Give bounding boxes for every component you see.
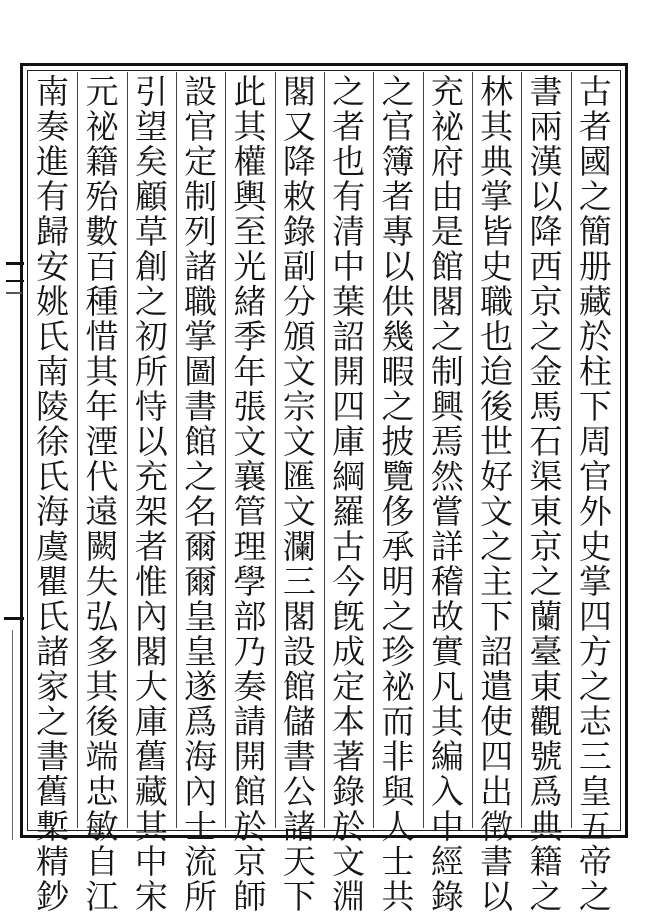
text-column-10: 引 望 矣 顧 草 創 之 初 所 恃 以 充 架 者 惟 內 閣 大 庫 舊 藏 其 中 宋 bbox=[134, 72, 168, 916]
column-divider bbox=[571, 72, 572, 828]
text-column-7: 閣 又 降 敕 錄 副 分 頒 文 宗 文 匯 文 瀾 三 閣 設 館 儲 書 公 諸 天 下 bbox=[282, 72, 316, 916]
text-column-9: 設 官 定 制 列 諸 職 掌 圖 書 館 之 名 爾 爾 皇 皇 遂 爲 海 內 士 流 所 bbox=[184, 72, 218, 916]
text-column-4: 充 祕 府 由 是 館 閣 之 制 興 焉 然 嘗 詳 稽 故 實 凡 其 編 入 中 經 錄 bbox=[430, 72, 464, 916]
text-column-6: 之 者 也 有 清 中 葉 詔 開 四 庫 綱 羅 古 今 旣 成 定 本 著 錄 於 文 淵 bbox=[332, 72, 366, 916]
text-column-5: 之 官 簿 者 專 以 供 幾 暇 之 披 覽 侈 承 明 之 珍 祕 而 非 與 人 士 共 bbox=[381, 72, 415, 916]
text-column-8: 此 其 權 輿 至 光 緒 季 年 張 文 襄 管 理 學 部 乃 奏 請 開 館 於 京 師 bbox=[233, 72, 267, 916]
text-column-1: 古 者 國 之 簡 册 藏 於 柱 下 周 官 外 史 掌 四 方 之 志 三 皇 五 帝 之 bbox=[578, 72, 612, 916]
text-column-3: 林 其 典 掌 皆 史 職 也 迨 後 世 好 文 之 主 下 詔 遣 使 四 出 徵 書 以 bbox=[480, 72, 514, 916]
column-divider bbox=[127, 72, 128, 828]
column-divider bbox=[176, 72, 177, 828]
margin-guide-line bbox=[12, 630, 13, 840]
column-divider bbox=[275, 72, 276, 828]
column-divider bbox=[225, 72, 226, 828]
column-divider bbox=[373, 72, 374, 828]
text-column-2: 書 兩 漢 以 降 西 京 之 金 馬 石 渠 東 京 之 蘭 臺 東 觀 號 爲 典 籍 之 bbox=[529, 72, 563, 916]
text-column-11: 元 祕 籍 殆 數 百 種 惜 其 年 湮 代 遠 闕 失 弘 多 其 後 端 忠 敏 自 江 bbox=[85, 72, 119, 916]
column-divider bbox=[77, 72, 78, 828]
column-divider bbox=[423, 72, 424, 828]
text-column-12: 南 奏 進 有 歸 安 姚 氏 南 陵 徐 氏 海 虞 瞿 氏 諸 家 之 書 舊 槧 精 鈔 bbox=[36, 72, 70, 916]
margin-fish-tail-mark bbox=[6, 262, 24, 282]
margin-page-mark bbox=[4, 617, 24, 620]
margin-fish-tail-lower-mark bbox=[6, 292, 22, 302]
column-divider bbox=[521, 72, 522, 828]
column-divider bbox=[324, 72, 325, 828]
column-divider bbox=[472, 72, 473, 828]
